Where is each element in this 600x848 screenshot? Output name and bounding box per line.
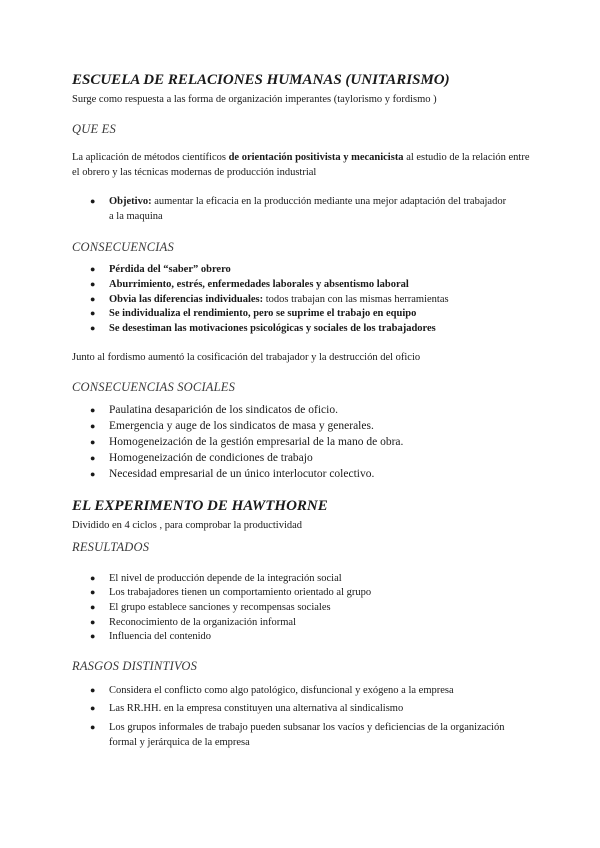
dividido-text: Dividido en 4 ciclos , para comprobar la productividad [72, 520, 303, 531]
list-item: ● Reconocimiento de la organización informal [90, 617, 296, 628]
heading-consecuencias: CONSECUENCIAS [72, 240, 174, 254]
que-es-paragraph: La aplicación de métodos científicos de orientación positivista y mecanicista al estudio de la relación entre el obrero y las técnicas modernas de producción industrial [72, 152, 530, 178]
bullet-icon: ● [90, 685, 96, 695]
list-item: ● Los trabajadores tienen un comportamiento orientado al grupo [90, 587, 372, 598]
bullet-icon: ● [90, 587, 96, 597]
title-hawthorne: EL EXPERIMENTO DE HAWTHORNE [72, 498, 328, 514]
list-item: ● Los grupos informales de trabajo pueden subsanar los vacíos y deficiencias de la organización formal y jerárquica de la empresa [90, 722, 505, 748]
heading-consecuencias-sociales: CONSECUENCIAS SOCIALES [72, 380, 236, 394]
bullet-icon: ● [90, 573, 96, 583]
list-item: ● El nivel de producción depende de la integración social [90, 573, 342, 584]
list-item: ● El grupo establece sanciones y recompensas sociales [90, 602, 331, 613]
heading-resultados: RESULTADOS [72, 540, 150, 554]
list-item: ● Emergencia y auge de los sindicatos de masa y generales. [90, 420, 374, 432]
bullet-icon: ● [90, 437, 96, 447]
list-item: ● Homogeneización de la gestión empresarial de la mano de obra. [90, 436, 404, 448]
list-item: ● Paulatina desaparición de los sindicatos de oficio. [90, 404, 338, 416]
bullet-icon: ● [90, 308, 96, 318]
bullet-icon: ● [90, 617, 96, 627]
list-item: ● Necesidad empresarial de un único interlocutor colectivo. [90, 468, 375, 480]
intro-text: Surge como respuesta a las forma de organización imperantes (taylorismo y fordismo ) [72, 94, 437, 105]
list-item: ● Obvia las diferencias individuales: todos trabajan con las mismas herramientas [90, 294, 449, 305]
list-item: ● Se individualiza el rendimiento, pero se suprime el trabajo en equipo [90, 308, 417, 319]
bullet-icon: ● [90, 405, 96, 415]
list-item: ● Las RR.HH. en la empresa constituyen una alternativa al sindicalismo [90, 703, 404, 714]
list-item: ● Pérdida del “saber” obrero [90, 264, 231, 275]
list-item: ● Homogeneización de condiciones de trabajo [90, 452, 313, 464]
bullet-icon: ● [90, 722, 96, 732]
heading-rasgos: RASGOS DISTINTIVOS [72, 659, 198, 673]
bullet-icon: ● [90, 323, 96, 333]
bullet-icon: ● [90, 279, 96, 289]
bullet-icon: ● [90, 264, 96, 274]
bullet-icon: ● [90, 196, 96, 206]
objetivo-item: ● Objetivo: aumentar la eficacia en la producción mediante una mejor adaptación del trabajador a la maquina [90, 196, 507, 222]
bullet-icon: ● [90, 421, 96, 431]
bullet-icon: ● [90, 453, 96, 463]
fordismo-text: Junto al fordismo aumentó la cosificación del trabajador y la destrucción del oficio [72, 352, 421, 363]
title-escuela: ESCUELA DE RELACIONES HUMANAS (UNITARISMO) [72, 72, 450, 88]
bullet-icon: ● [90, 469, 96, 479]
list-item: ● Influencia del contenido [90, 631, 212, 642]
list-item: ● Se desestiman las motivaciones psicológicas y sociales de los trabajadores [90, 323, 436, 334]
list-item: ● Considera el conflicto como algo patológico, disfuncional y exógeno a la empresa [90, 685, 454, 696]
bullet-icon: ● [90, 703, 96, 713]
bullet-icon: ● [90, 602, 96, 612]
heading-que-es: QUE ES [72, 122, 116, 136]
list-item: ● Aburrimiento, estrés, enfermedades laborales y absentismo laboral [90, 279, 409, 290]
bullet-icon: ● [90, 631, 96, 641]
bullet-icon: ● [90, 294, 96, 304]
